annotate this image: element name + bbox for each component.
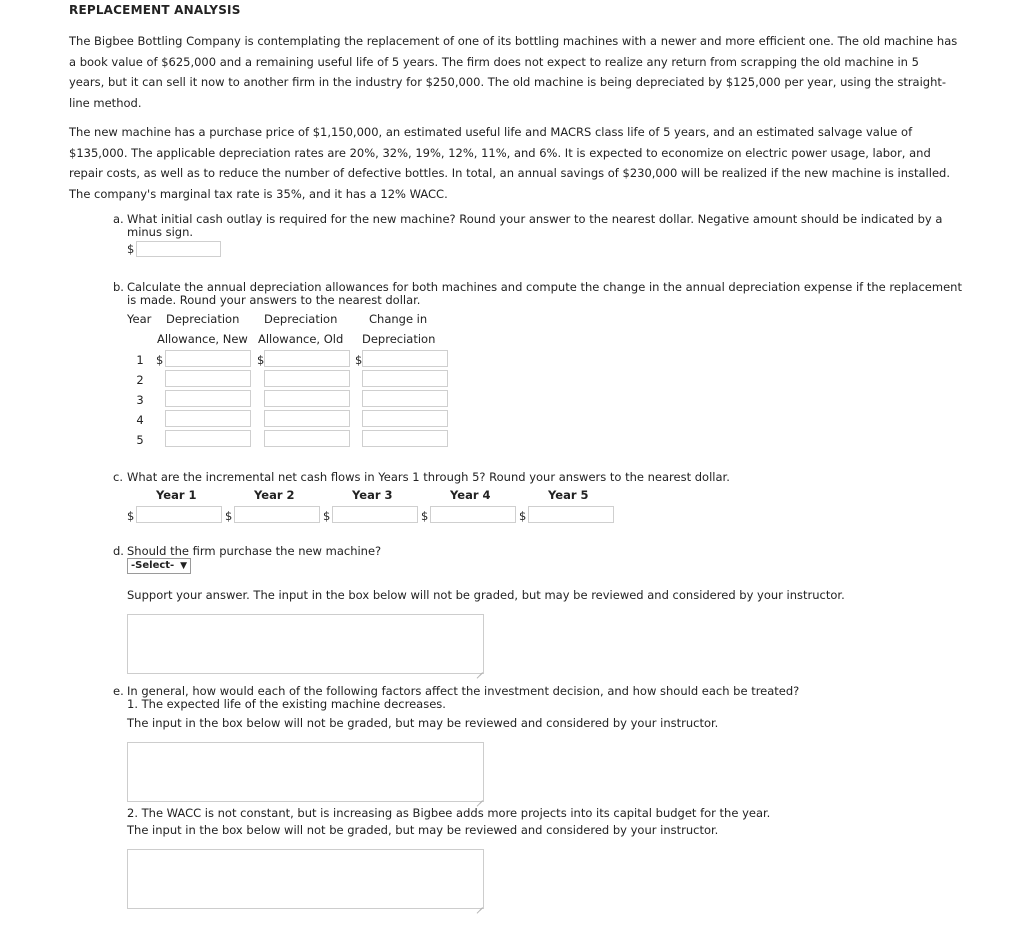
text-line: repair costs, as well as to reduce the number of defective bottles. In total, an annual savings of $230,000 will be realized if the new machine is installed.	[69, 166, 950, 180]
resize-grip-icon[interactable]	[475, 665, 483, 673]
question-c	[113, 471, 973, 484]
dollar-sign: $	[257, 353, 265, 367]
col-header-year-5: Year 5	[548, 488, 589, 502]
cash-flow-year-3-input[interactable]	[332, 506, 418, 523]
dep-new-input[interactable]	[165, 410, 251, 427]
dollar-sign: $	[127, 242, 135, 256]
dep-old-input[interactable]	[264, 350, 350, 367]
col-header-year-2: Year 2	[254, 488, 295, 502]
text-line: a book value of $625,000 and a remaining useful life of 5 years. The firm does not expect to realize any return from scrapping the old machine in 5	[69, 54, 919, 69]
text-line: The Bigbee Bottling Company is contemplating the replacement of one of its bottling machines with a newer and more efficient one. The old machine has	[69, 34, 958, 48]
question-marker: c.	[113, 470, 123, 484]
cash-flow-year-4-input[interactable]	[430, 506, 516, 523]
dollar-sign: $	[355, 353, 363, 367]
year-label: 2	[136, 373, 144, 387]
chevron-down-icon: ▼	[180, 561, 187, 571]
year-label: 5	[136, 433, 144, 447]
grading-note-1: The input in the box below will not be graded, but may be reviewed and considered by your instructor.	[127, 716, 719, 730]
dep-change-input[interactable]	[362, 430, 448, 447]
dollar-sign: $	[127, 509, 135, 523]
question-text: In general, how would each of the following factors affect the investment decision, and how should each be treated?	[127, 684, 800, 698]
support-instruction: Support your answer. The input in the box below will not be graded, but may be reviewed and considered by your instructor.	[127, 588, 845, 602]
cash-flow-year-5-input[interactable]	[528, 506, 614, 523]
dollar-sign: $	[519, 509, 527, 523]
question-e	[113, 685, 973, 711]
dep-old-input[interactable]	[264, 390, 350, 407]
question-b	[113, 281, 973, 307]
question-text: What are the incremental net cash flows in Years 1 through 5? Round your answers to the nearest dollar.	[127, 470, 730, 484]
dep-change-input[interactable]	[362, 410, 448, 427]
cash-flow-year-2-input[interactable]	[234, 506, 320, 523]
text-line: years, but it can sell it now to another firm in the industry for $250,000. The old machine is being depreciated by $125,000 per year, using the straight-	[69, 75, 947, 89]
dollar-sign: $	[323, 509, 331, 523]
text-line: The company's marginal tax rate is 35%, and it has a 12% WACC.	[69, 186, 448, 201]
question-marker: a.	[113, 212, 124, 226]
text-line: line method.	[69, 95, 142, 110]
col-header-change: Change in	[369, 312, 428, 326]
col-header-dep-new: Depreciation	[166, 312, 240, 326]
initial-outlay-input[interactable]	[136, 241, 221, 257]
dep-new-input[interactable]	[165, 430, 251, 447]
page-title: REPLACEMENT ANALYSIS	[69, 3, 241, 17]
dep-new-input[interactable]	[165, 350, 251, 367]
text-line: The new machine has a purchase price of $1,150,000, an estimated useful life and MACRS class life of 5 years, and an estimated salvage value of	[69, 125, 913, 139]
col-header-year-4: Year 4	[450, 488, 491, 502]
intro-paragraph-1	[69, 31, 969, 113]
dep-new-input[interactable]	[165, 370, 251, 387]
dep-change-input[interactable]	[362, 370, 448, 387]
question-text: is made. Round your answers to the nearest dollar.	[127, 293, 421, 307]
col-header-year-3: Year 3	[352, 488, 393, 502]
grading-note-2: The input in the box below will not be graded, but may be reviewed and considered by your instructor.	[127, 823, 719, 837]
support-answer-textarea[interactable]	[127, 614, 484, 674]
col-header-year-1: Year 1	[156, 488, 197, 502]
factor-1-answer-textarea[interactable]	[127, 742, 484, 802]
dep-old-input[interactable]	[264, 410, 350, 427]
select-value: -Select-	[131, 560, 175, 571]
dollar-sign: $	[156, 353, 164, 367]
question-text: Should the firm purchase the new machine?	[127, 544, 382, 558]
resize-grip-icon[interactable]	[475, 900, 483, 908]
question-d	[113, 545, 973, 558]
question-marker: d.	[113, 544, 124, 558]
year-label: 1	[136, 353, 144, 367]
dollar-sign: $	[421, 509, 429, 523]
dep-new-input[interactable]	[165, 390, 251, 407]
question-text: What initial cash outlay is required for the new machine? Round your answer to the nearest dollar. Negative amount should be indicated by a	[127, 212, 943, 226]
intro-paragraph-2	[69, 122, 969, 204]
dep-old-input[interactable]	[264, 370, 350, 387]
purchase-decision-select[interactable]	[127, 558, 191, 574]
question-text: Calculate the annual depreciation allowances for both machines and compute the change in the annual depreciation expense if the replacement	[127, 280, 962, 294]
question-item-1: 1. The expected life of the existing machine decreases.	[127, 697, 446, 711]
question-marker: b.	[113, 280, 124, 294]
cash-flow-year-1-input[interactable]	[136, 506, 222, 523]
year-label: 3	[136, 393, 144, 407]
resize-grip-icon[interactable]	[475, 793, 483, 801]
question-text: minus sign.	[127, 225, 194, 239]
factor-2-answer-textarea[interactable]	[127, 849, 484, 909]
col-header-dep-new: Allowance, New	[157, 332, 248, 346]
dep-old-input[interactable]	[264, 430, 350, 447]
year-label: 4	[136, 413, 144, 427]
dep-change-input[interactable]	[362, 350, 448, 367]
text-line: $135,000. The applicable depreciation rates are 20%, 32%, 19%, 12%, 11%, and 6%. It is expected to economize on electric power usage, labor, and	[69, 145, 931, 160]
col-header-change: Depreciation	[362, 332, 436, 346]
dep-change-input[interactable]	[362, 390, 448, 407]
dollar-sign: $	[225, 509, 233, 523]
question-item-2: 2. The WACC is not constant, but is increasing as Bigbee adds more projects into its capital budget for the year.	[127, 806, 771, 820]
col-header-dep-old: Depreciation	[264, 312, 338, 326]
question-marker: e.	[113, 684, 124, 698]
col-header-dep-old: Allowance, Old	[258, 332, 344, 346]
col-header-year: Year	[127, 312, 152, 326]
question-a	[113, 213, 973, 239]
